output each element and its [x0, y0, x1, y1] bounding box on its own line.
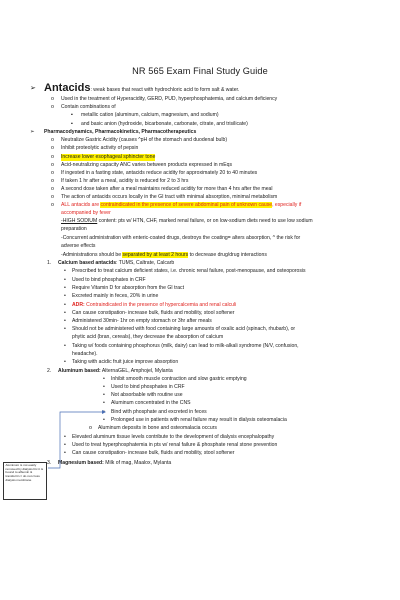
dot-bullet-icon: •: [64, 302, 66, 308]
text-line: adverse effects: [61, 243, 96, 249]
dot-bullet-icon: •: [64, 310, 66, 316]
list-number: 3.: [47, 460, 52, 466]
hollow-bullet-icon: o: [51, 186, 54, 192]
hollow-bullet-icon: o: [51, 104, 54, 110]
dot-bullet-icon: •: [64, 434, 66, 440]
dot-bullet-icon: •: [64, 442, 66, 448]
dot-bullet-icon: •: [64, 277, 66, 283]
text-line: Bind with phosphate and excreted in feces: [111, 409, 207, 415]
dot-bullet-icon: •: [103, 384, 105, 390]
text-line: Not absorbable with routine use: [111, 392, 183, 398]
side-note-box: Aluminum is not easily removed by dialysis b/c it is bound to albumin & transferrin = do not cross dialysis membrane: [3, 462, 47, 500]
text-line: A second dose taken after a meal maintains reduced acidity for more than 4 hrs after the meal: [61, 186, 273, 192]
text-line: Taking w/ foods containing phosphorus (milk, dairy) can lead to milk-alkali syndrome (N/V, confusion,: [72, 343, 299, 349]
dot-bullet-icon: •: [103, 392, 105, 398]
text-line: Inhibit smooth muscle contraction and slow gastric emptying: [111, 376, 247, 382]
text-line: Can cause constipation- increase bulk, fluids and mobility, stool softener: [72, 450, 235, 456]
text-line: Aluminum deposits in bone and osteomalacia occurs: [98, 425, 217, 431]
text-line: -HIGH SODIUM content: pts w/ HTN, CHF, marked renal failure, or on low-sodium diets need to use low sodium: [61, 218, 313, 224]
hollow-bullet-icon: o: [51, 137, 54, 143]
text-line: The action of antacids occurs locally in the GI tract with minimal absorption, minimal metabolism: [61, 194, 278, 200]
dot-bullet-icon: •: [103, 400, 105, 406]
section-heading: Pharmacodynamics, Pharmacokinetics, Pharmacotherapeutics: [44, 129, 197, 135]
text-line: Acid-neutralizing capacity ANC varies between products expressed in mEqs: [61, 162, 233, 168]
text-line: If ingested in a fasting state, antacids reduce acidity for approximately 20 to 40 minutes: [61, 170, 258, 176]
text-line: phytic acid (bran, cereals), they decrease the absorption of calcium: [72, 334, 224, 340]
hollow-bullet-icon: o: [51, 178, 54, 184]
text-line: metallic cation (aluminum, calcium, magnesium, and sodium): [81, 112, 219, 118]
hollow-bullet-icon: o: [51, 154, 54, 160]
calcium-heading: Calcium based antacids: TUMS, Caltrate, Calcarb: [58, 260, 175, 266]
text-line: Administered 30min- 1hr on empty stomach or 3hr after meals: [72, 318, 212, 324]
text-line: If taken 1 hr after a meal, acidity is reduced for 2 to 3 hrs: [61, 178, 189, 184]
note-connector-arrow-icon: [46, 410, 108, 472]
text-line: Used to treat hyperphosphatemia in pts w/ renal failure & phosphate renal stone prevention: [72, 442, 278, 448]
arrow-bullet-icon: ➢: [30, 85, 36, 92]
antacids-heading: Antacids: weak bases that react with hydrochloric acid to form salt & water.: [44, 82, 240, 94]
red-warning-line: ALL antacids are contraindicated in the presence of severe abdominal pain of unknown cause, especially if: [61, 202, 302, 208]
dot-bullet-icon: •: [64, 359, 66, 365]
text-line: Prescribed to treat calcium deficient states, i.e. chronic renal failure, post-menopause, and osteoporosis: [72, 268, 306, 274]
dot-bullet-icon: •: [64, 326, 66, 332]
text-line: Elevated aluminum tissue levels contribute to the development of dialysis encephalopathy: [72, 434, 275, 440]
text-line: preparation: [61, 226, 87, 232]
hollow-bullet-icon: o: [51, 145, 54, 151]
dot-bullet-icon: •: [64, 343, 66, 349]
list-number: 2.: [47, 368, 52, 374]
text-line: -Administrations should be separated by at least 2 hours to decrease drug/drug interactions: [61, 252, 267, 258]
dot-bullet-icon: •: [64, 450, 66, 456]
hollow-bullet-icon: o: [51, 96, 54, 102]
hollow-bullet-icon: o: [51, 170, 54, 176]
arrow-bullet-icon: ➢: [30, 129, 35, 135]
text-line: Neutralize Gastric Acidity (causes ^pH of the stomach and duodenal bulb): [61, 137, 228, 143]
hollow-bullet-icon: o: [51, 194, 54, 200]
text-line: Used to bind phosphates in CRF: [111, 384, 185, 390]
page-title: NR 565 Exam Final Study Guide: [132, 66, 268, 76]
dot-bullet-icon: •: [64, 268, 66, 274]
text-line: Prolonged use in patients with renal failure may result in dialysis osteomalacia: [111, 417, 287, 423]
text-line: Contain combinations of: [61, 104, 116, 110]
red-warning-line: accompanied by fever: [61, 210, 111, 216]
text-line: Taking with acidic fruit juice improve absorption: [72, 359, 179, 365]
text-line: Excreted mainly in feces, 20% in urine: [72, 293, 159, 299]
dot-bullet-icon: •: [64, 318, 66, 324]
text-line: and basic anion (hydroxide, bicarbonate, carbonate, citrate, and trisilicate): [81, 121, 248, 127]
text-line: Used in the treatment of Hyperacidity, GERD, PUD, hyperphosphatemia, and calcium deficiency: [61, 96, 278, 102]
text-line: Aluminum concentrated in the CNS: [111, 400, 191, 406]
dot-bullet-icon: •: [103, 417, 105, 423]
text-line: Inhibit proteolytic activity of pepsin: [61, 145, 139, 151]
hollow-bullet-icon: o: [51, 202, 54, 208]
text-line: -Concurrent administration with enteric-coated drugs, destroys the coating= alters absorption, ^ the risk for: [61, 235, 301, 241]
highlighted-line: Increase lower esophageal sphincter tone: [61, 154, 156, 160]
list-number: 1.: [47, 260, 52, 266]
hollow-bullet-icon: o: [89, 425, 92, 431]
dot-bullet-icon: •: [64, 293, 66, 299]
magnesium-heading: Magnesium based: Milk of mag, Maalox, Mylanta: [58, 460, 172, 466]
text-line: Used to bind phosphates in CRF: [72, 277, 146, 283]
text-line: headache).: [72, 351, 98, 357]
dot-bullet-icon: •: [64, 285, 66, 291]
dot-bullet-icon: •: [103, 376, 105, 382]
text-line: Should not be administered with food containing large amounts of oxalic acid (spinach, rhubarb), or: [72, 326, 296, 332]
aluminum-heading: Aluminum based: AlternaGEL, Amphojel, Mylanta: [58, 368, 173, 374]
square-bullet-icon: ▪: [71, 112, 73, 118]
adr-line: ADR: Contraindicated in the presence of hypercalcemia and renal calculi: [72, 302, 237, 308]
text-line: Require Vitamin D for absorption from the GI tract: [72, 285, 185, 291]
hollow-bullet-icon: o: [51, 162, 54, 168]
text-line: Can cause constipation- increase bulk, fluids and mobility, stool softener: [72, 310, 235, 316]
square-bullet-icon: ▪: [71, 121, 73, 127]
